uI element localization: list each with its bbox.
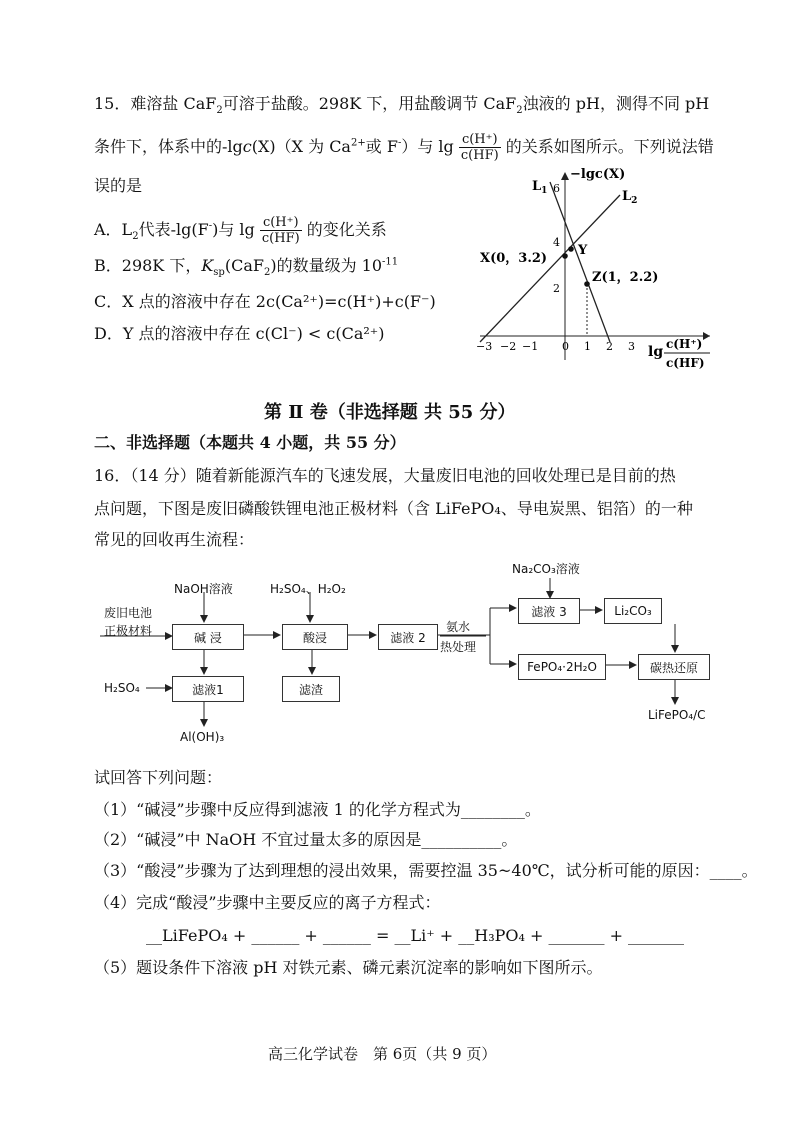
xtick: −1 [522,340,539,353]
line-l2 [480,195,620,342]
xtick: −2 [500,340,517,353]
flow-h2so4-h2o2: H₂SO₄、H₂O₂ [270,582,346,596]
graph-ylabel: −lgc(X) [570,167,626,182]
box-filtrate-3: 滤液 3 [518,598,580,624]
flow-naoh: NaOH溶液 [174,582,233,596]
xlabel-num: c(H⁺) [666,337,703,351]
box-li2co3: Li₂CO₃ [604,598,662,624]
label-point-x: X(0，3.2) [480,251,548,266]
label-l2: $L_2$ [622,189,638,206]
label-l1: $L_1$ [532,179,548,196]
q15-line1: 15．难溶盐 CaF$_2$可溶于盐酸。298K 下，用盐酸调节 CaF$_2$浊液的 pH，测得不同 pH [94,94,710,117]
q16-line3: 常见的回收再生流程： [94,530,255,549]
ytick: 6 [553,182,560,195]
option-a-fraction: $\frac{c(H^+)}{c(HF)}$ [261,215,300,246]
box-residue: 滤渣 [282,676,340,702]
questions-intro: 试回答下列问题： [94,768,223,787]
q16-line2: 点问题，下图是废旧磷酸铁锂电池正极材料（含 LiFePO₄、导电炭黑、铝箔）的一种 [94,499,693,518]
question-1: （1）“碱浸”步骤中反应得到滤液 1 的化学方程式为________。 [94,800,541,819]
q15-line2: 条件下，体系中的-lgc(X)（X 为 $Ca^{2+}$或 F-）与 lg $\frac{c(H^+)}{c(HF)}$ 的关系如图所示。下列说法错 [94,132,714,163]
section-subtitle: 二、非选择题（本题共 4 小题，共 55 分） [94,433,406,452]
box-filtrate-1: 滤液1 [172,676,244,702]
flow-na2co3: Na₂CO₃溶液 [512,562,580,576]
point-y [568,246,574,252]
point-x [562,253,568,259]
label-point-z: Z(1，2.2) [592,270,659,285]
flow-aloh3: Al(OH)₃ [180,730,225,744]
label-point-y: Y [578,243,588,258]
box-acid-leach: 酸浸 [282,624,348,650]
ytick: 2 [553,282,560,295]
flow-input-1: 废旧电池 [104,606,153,620]
xtick: 1 [584,340,591,353]
xlabel-den: c(HF) [666,356,705,370]
xtick: 3 [628,340,635,353]
question-4-equation: __LiFePO₄ + ______ + ______ = __Li⁺ + __H₃PO₄ + _______ + _______ [146,926,685,945]
point-z [584,281,590,287]
xtick: 0 [562,340,569,353]
flow-ammonia: 氨水 [446,620,471,634]
xtick: 2 [606,340,613,353]
q15-graph [470,160,720,380]
ytick: 4 [553,236,560,249]
q15-option-d: D．Y 点的溶液中存在 c(Cl⁻) < c(Ca²⁺) [94,324,385,343]
flow-heat-treatment: 热处理 [440,640,477,654]
box-alkali-leach: 碱 浸 [172,624,244,650]
q15-fraction: $\frac{c(H^+)}{c(HF)}$ [460,132,499,163]
q16-line1: 16．（14 分）随着新能源汽车的飞速发展，大量废旧电池的回收处理已是目前的热 [94,466,676,485]
box-carbothermal-reduction: 碳热还原 [638,654,710,680]
question-5: （5）题设条件下溶液 pH 对铁元素、磷元素沉淀率的影响如下图所示。 [94,958,603,977]
section-title: 第 Ⅱ 卷（非选择题 共 55 分） [264,402,516,423]
box-filtrate-2: 滤液 2 [378,624,438,650]
q15-option-b: B．298K 下，$K_{sp}(CaF_2)$的数量级为 $10^{-11}$ [94,256,399,279]
flow-h2so4: H₂SO₄ [104,681,140,695]
flow-product: LiFePO₄/C [648,708,706,722]
question-4: （4）完成“酸浸”步骤中主要反应的离子方程式： [94,893,441,912]
xtick: −3 [476,340,493,353]
page-footer: 高三化学试卷 第 6页（共 9 页） [268,1045,497,1063]
box-fepo4: FePO₄·2H₂O [518,654,606,680]
q15-option-c: C．X 点的溶液中存在 2c(Ca²⁺)=c(H⁺)+c(F⁻) [94,292,436,311]
question-2: （2）“碱浸”中 NaOH 不宜过量太多的原因是__________。 [94,830,518,849]
line-l1 [550,182,610,342]
q15-option-a: A．$L_2$代表-lg(F-)与 lg $\frac{c(H^+)}{c(HF)}$ 的变化关系 [94,215,387,246]
flow-input-2: 正极材料 [104,624,153,638]
question-3: （3）“酸浸”步骤为了达到理想的浸出效果，需要控温 35~40℃，试分析可能的原因：____。 [94,861,758,880]
q15-line3: 误的是 [94,176,143,195]
xlabel-lg: lg [648,344,664,360]
